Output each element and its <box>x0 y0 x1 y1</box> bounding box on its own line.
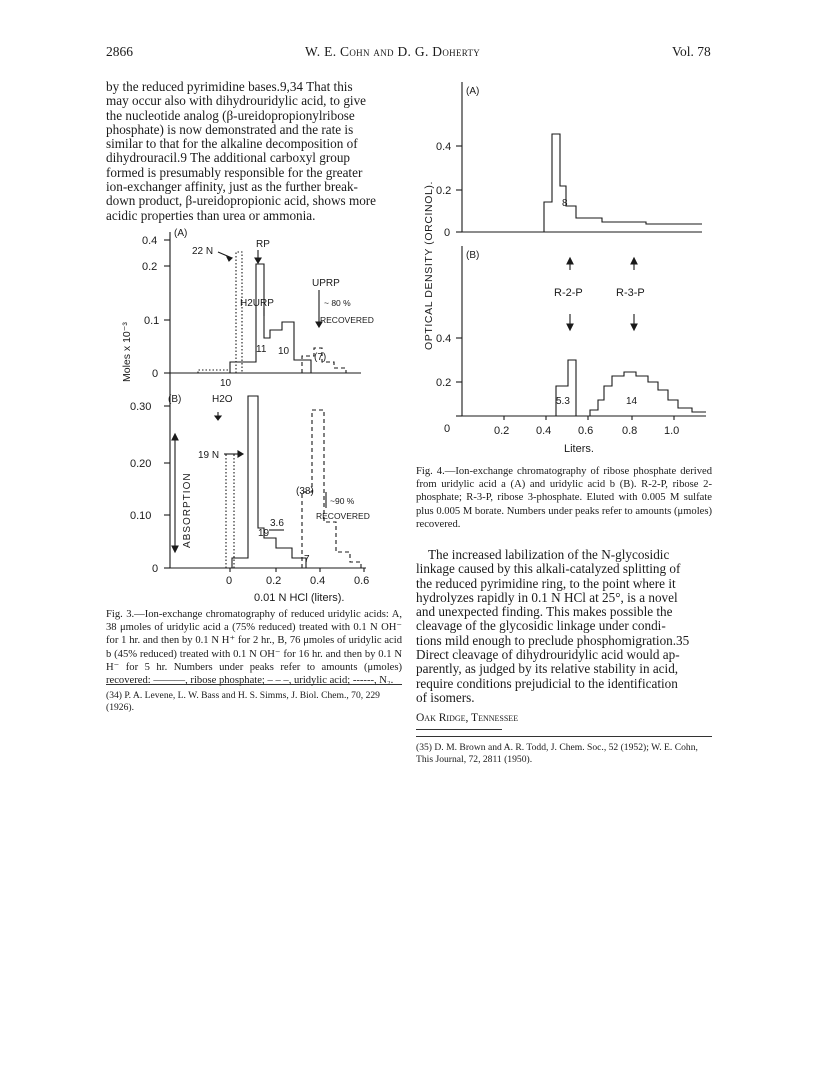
fig3-xtick: 0.2 <box>266 575 282 587</box>
fig3-xtick: 0.4 <box>310 575 326 587</box>
fig3-label-recovered-b: RECOVERED <box>316 511 370 521</box>
fig3-tick-b: 0.10 <box>130 510 152 522</box>
fig3-label-h2urp: H2URP <box>240 298 274 309</box>
figure-3 <box>106 222 406 606</box>
fig4-peak-14: 14 <box>626 396 638 407</box>
fig4-label-r2p: R-2-P <box>554 287 583 299</box>
fig3-b-n2-trace <box>226 454 234 568</box>
fig3-label-19n: 19 N <box>198 450 220 461</box>
volume-label: Vol. 78 <box>672 44 711 59</box>
fig4-xtick: 0.4 <box>536 425 552 437</box>
fig4-x-axis-label: Liters. <box>564 443 594 455</box>
figure-4 <box>416 74 716 460</box>
fig4-tick-a: 0.2 <box>436 185 452 197</box>
text-line: formed is presumably responsible for the greater <box>106 164 363 180</box>
fig4-peak-8: 8 <box>562 198 568 209</box>
text-line: the nucleotide analog (β-ureidopropionylribose <box>106 107 355 123</box>
text-line: of isomers. <box>416 689 475 705</box>
fig3-tick-a: 0.2 <box>142 261 158 273</box>
text-line: require conditions prejudicial to the identification <box>416 675 678 691</box>
text-line: and unexpected finding. This makes possible the <box>416 604 673 620</box>
author-location: Oak Ridge, Tennessee <box>416 712 519 724</box>
figure-3-caption: Fig. 3.—Ion-exchange chromatography of reduced uridylic acids: A, 38 μmoles of uridylic acid a (75% reduced) treated with 0.1 N OH⁻ for 1 hr. and then by 0.1 N H⁺ for 2 hr., B, 76 μmoles of uridylic acid b (45% reduced) treated with 0.1 N OH⁻ for 16 hr. and then by 0.1 N H⁻ for 5 hr. Numbers under peaks refer to amounts (μmoles) recovered: ———, ribose phosphate; – – –, uridylic acid; ------, N₂. <box>106 609 402 687</box>
footnote-34: (34) P. A. Levene, L. W. Bass and H. S. Simms, J. Biol. Chem., 70, 229 (1926). <box>106 690 380 713</box>
text-line: the reduced pyrimidine ring, to the point where it <box>416 575 676 591</box>
text-line: similar to that for the alkaline decomposition of <box>106 136 358 152</box>
text-line: down product, β-ureidopropionic acid, shows more <box>106 193 377 209</box>
text-line: hydrolyzes rapidly in 0.1 N HCl at 25°, is a novel <box>416 589 678 605</box>
text-line: acidic properties than urea or ammonia. <box>106 207 316 223</box>
fig3-tick-b: 0.30 <box>130 401 152 413</box>
text-line: phosphate) is now demonstrated and the rate is <box>106 121 354 137</box>
text-line: by the reduced pyrimidine bases.9,34 That this <box>106 79 353 94</box>
text-line: The increased labilization of the N-glycosidic <box>428 547 670 562</box>
fig4-tick-a: 0 <box>444 227 451 239</box>
text-line: may occur also with dihydrouridylic acid, to give <box>106 93 367 109</box>
fig3-label-recovered-a: RECOVERED <box>320 315 374 325</box>
running-head-authors: W. E. Cohn and D. G. Doherty <box>305 44 481 59</box>
fig4-tick-b: 0 <box>444 423 451 435</box>
text-line: parently, as judged by its relative stability in acid, <box>416 661 679 677</box>
fig3-y-axis-label-moles: Moles x 10⁻³ <box>121 322 133 382</box>
fig3-label-rp: RP <box>256 239 270 250</box>
figure-4-caption: Fig. 4.—Ion-exchange chromatography of ribose phosphate derived from uridylic acid a (A) and uridylic acid b (B). R-2-P, ribose 2-phosphate; R-3-P, ribose 3-phosphate. Eluted with 0.005 M sulfate plus 0.005 M borate. Numbers under peaks refer to amounts (μmoles) recovered. <box>416 466 712 530</box>
fig3-label-22n: 22 N <box>192 246 214 257</box>
fig3-peak-7b: 7 <box>304 554 310 565</box>
text-line: dihydrouracil.9 The additional carboxyl group <box>106 150 351 166</box>
fig4-tick-a: 0.4 <box>436 141 452 153</box>
text-line: ion-exchanger affinity, just as the further break- <box>106 179 358 195</box>
location-rule <box>416 729 502 730</box>
fig3-peak-38: (38) <box>296 486 314 497</box>
fig3-xtick: 0 <box>226 575 233 587</box>
fig3-panel-a-label: (A) <box>174 228 188 239</box>
fig3-y-axis-label-absorption: ABSORPTION <box>182 472 193 548</box>
page-number: 2866 <box>106 44 133 59</box>
fig4-panel-b-label: (B) <box>466 250 480 261</box>
fig3-b-ribose-phosphate-trace <box>232 396 306 568</box>
fig4-xtick: 1.0 <box>664 425 680 437</box>
fig3-peak-19: 19 <box>258 528 270 539</box>
fig4-tick-b: 0.4 <box>436 333 452 345</box>
fig3-peak-10: 10 <box>278 346 290 357</box>
footnote-rule-left <box>106 684 402 685</box>
fig4-panel-a-label: (A) <box>466 86 480 97</box>
text-line: tions mild enough to preclude phosphomigration.35 <box>416 632 690 648</box>
right-column-text <box>416 548 712 705</box>
fig3-tick-a: 0.4 <box>142 235 158 247</box>
fig4-peak-53: 5.3 <box>556 396 570 407</box>
fig4-tick-b: 0.2 <box>436 377 452 389</box>
fig3-tick-b: 0 <box>152 563 159 575</box>
fig3-peak-11: 11 <box>256 344 267 355</box>
fig3-peak-36: 3.6 <box>270 518 284 529</box>
fig3-label-uprp: UPRP <box>312 278 340 289</box>
text-line: cleavage of the glycosidic linkage under condi- <box>416 618 666 634</box>
fig3-panel-b-label: (B) <box>168 394 182 405</box>
fig3-peak-10b: 10 <box>220 378 232 389</box>
fig3-tick-a: 0.1 <box>144 315 160 327</box>
fig3-label-h2o: H2O <box>212 394 233 405</box>
fig3-label-90pct: ~90 % <box>330 496 355 506</box>
fig4-xtick: 0.6 <box>578 425 594 437</box>
left-column-text <box>106 80 402 223</box>
footnote-35: (35) D. M. Brown and A. R. Todd, J. Chem. Soc., 52 (1952); W. E. Cohn, This Journal, 72, 2811 (1950). <box>416 742 698 765</box>
fig3-tick-b: 0.20 <box>130 458 152 470</box>
fig3-x-axis-label: 0.01 N HCl (liters). <box>254 592 345 604</box>
footnote-rule-right <box>416 736 712 737</box>
fig3-a-n2-trace <box>236 252 242 373</box>
fig3-xtick: 0.6 <box>354 575 370 587</box>
fig4-y-axis-label: OPTICAL DENSITY (ORCINOL). <box>423 180 435 350</box>
fig4-label-r3p: R-3-P <box>616 287 645 299</box>
fig4-a-ribose-phosphate-trace <box>462 134 702 232</box>
fig4-b-ribose-phosphate-trace <box>462 360 706 416</box>
fig4-xtick: 0.2 <box>494 425 510 437</box>
text-line: linkage caused by this alkali-catalyzed splitting of <box>416 561 681 577</box>
text-line: Direct cleavage of dihydrouridylic acid would ap- <box>416 647 680 663</box>
fig3-label-80pct: ~ 80 % <box>324 298 351 308</box>
fig3-tick-a: 0 <box>152 368 159 380</box>
fig3-peak-7a: (7) <box>314 352 327 363</box>
fig4-xtick: 0.8 <box>622 425 638 437</box>
